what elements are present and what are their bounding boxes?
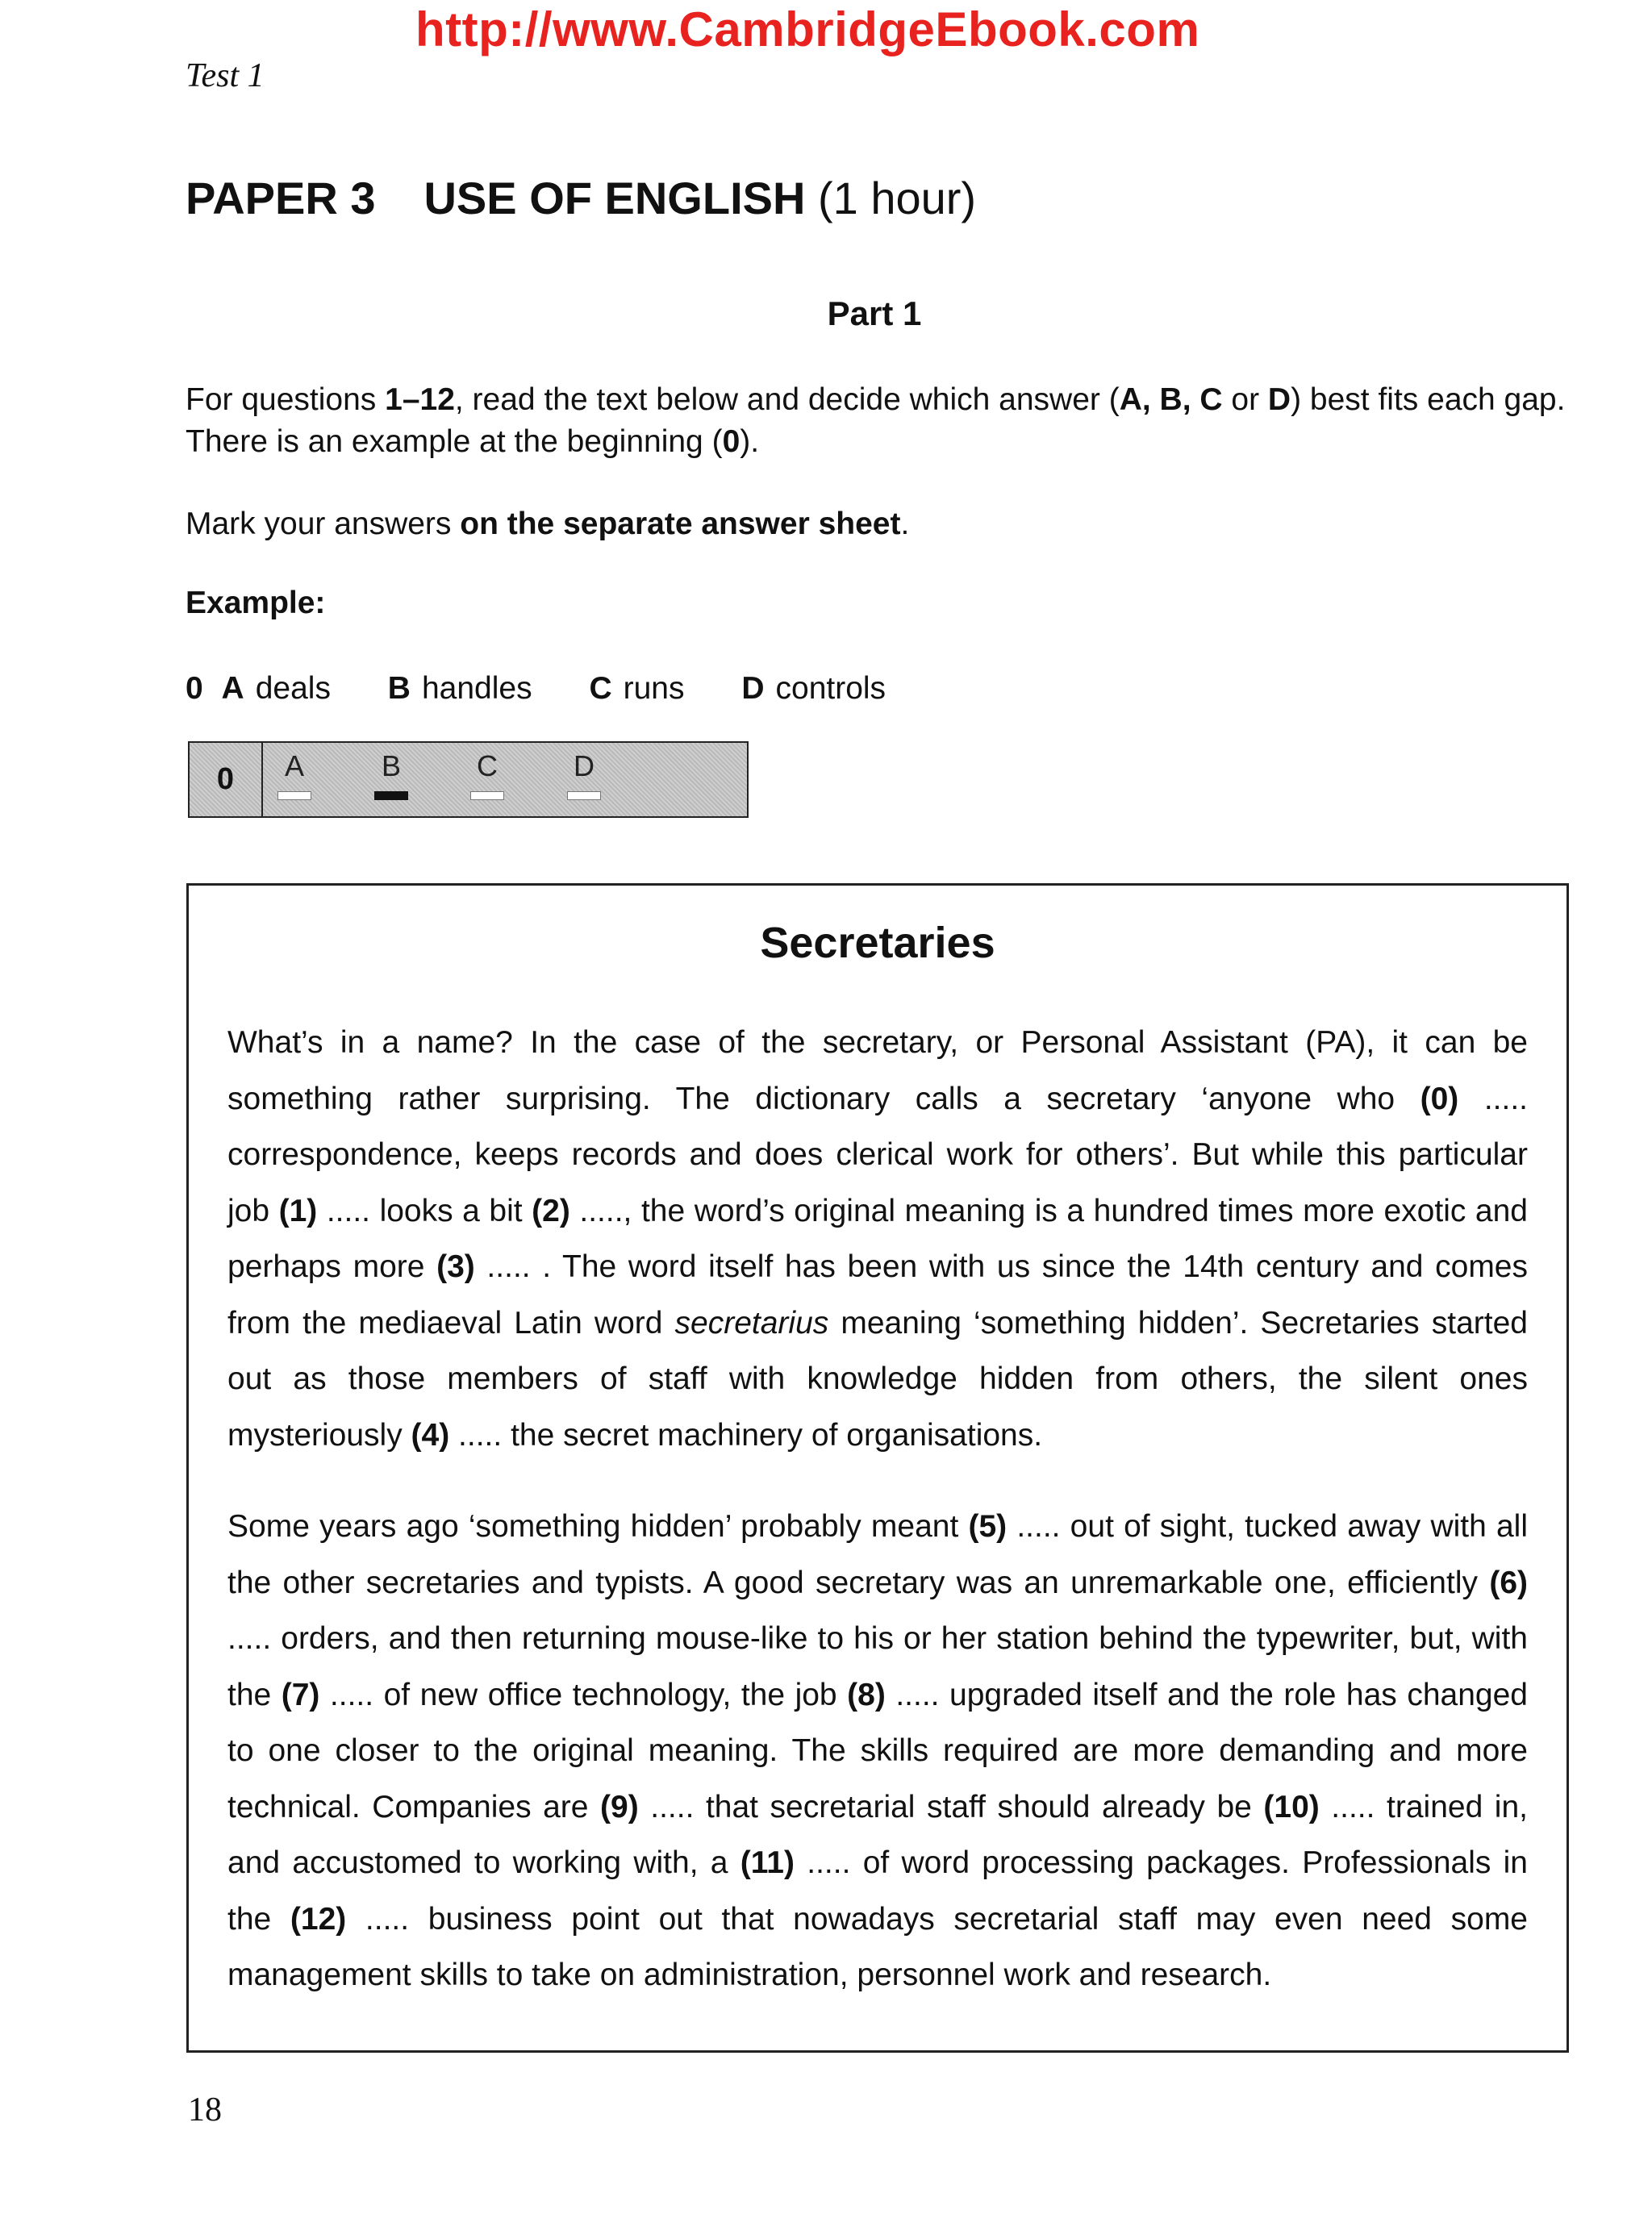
instr-letters: A, B, C <box>1119 382 1223 417</box>
gap-0: (0) <box>1420 1081 1459 1116</box>
passage-text: ..... business point out that nowadays secretarial staff may even need some management skills to take on administration, personnel work and research. <box>227 1901 1529 1992</box>
passage-text: ..... . The word itself has been with us since the 14th century and comes from the mediaeval Latin word <box>227 1249 1528 1341</box>
instr-range: 1–12 <box>385 382 455 417</box>
cell-letter: C <box>477 749 498 782</box>
example-option-d <box>741 671 886 707</box>
instr-text: ). <box>740 424 760 459</box>
example-answer-grid <box>188 741 749 818</box>
passage-text: ..... of word processing packages. Professionals in the <box>227 1845 1528 1937</box>
gap-10: (10) <box>1263 1789 1320 1824</box>
gap-6: (6) <box>1489 1565 1528 1600</box>
answer-mark-filled <box>374 791 408 800</box>
passage-text: What’s in a name? In the case of the secretary, or Personal Assistant (PA), it can be something rather surprising. The dictionary calls a secretary ‘anyone who <box>227 1025 1528 1116</box>
gap-3: (3) <box>436 1249 475 1284</box>
example-option-a <box>222 671 331 707</box>
passage-text: ..... the secret machinery of organisations. <box>449 1417 1043 1453</box>
gap-5: (5) <box>968 1509 1007 1544</box>
gap-12: (12) <box>290 1901 347 1937</box>
option-text: deals <box>255 671 331 706</box>
passage-text: ....., the word’s original meaning is a hundred times more exotic and perhaps more <box>227 1193 1528 1284</box>
cell-letter: B <box>381 749 401 782</box>
gap-8: (8) <box>847 1677 886 1712</box>
gap-1: (1) <box>278 1193 318 1228</box>
part-heading: Part 1 <box>827 294 922 332</box>
instr-text: For questions <box>186 382 386 417</box>
paper-duration: (1 hour) <box>817 173 977 223</box>
gap-7: (7) <box>281 1677 320 1712</box>
option-letter: D <box>741 671 765 706</box>
passage-text: ..... orders, and then returning mouse-like to his or her station behind the typewriter, but, with the <box>227 1621 1528 1712</box>
passage-title: Secretaries <box>760 919 995 967</box>
gap-11: (11) <box>740 1845 795 1880</box>
instr-text: ) best fits each gap. There is an example at the beginning ( <box>186 382 1566 459</box>
option-letter: C <box>589 671 612 706</box>
example-label: Example: <box>186 586 326 620</box>
answer-mark <box>277 791 311 800</box>
mark-answers-instruction <box>186 503 1573 545</box>
answer-mark <box>567 791 601 800</box>
option-text: handles <box>421 671 532 706</box>
instr-example-number: 0 <box>722 424 740 459</box>
answer-cell-d[interactable] <box>560 749 608 800</box>
example-options <box>186 671 886 707</box>
answer-cell-b[interactable] <box>367 749 415 800</box>
gap-4: (4) <box>411 1417 450 1453</box>
passage-text: ..... trained in, and accustomed to working with, a <box>227 1789 1528 1880</box>
page-number: 18 <box>188 2091 222 2129</box>
italic-word: secretarius <box>674 1305 829 1341</box>
cell-letter: D <box>574 749 594 782</box>
option-letter: B <box>387 671 411 706</box>
example-option-b <box>388 671 532 707</box>
paper-number: PAPER 3 <box>186 173 376 223</box>
option-text: controls <box>775 671 886 706</box>
answer-cell-c[interactable] <box>463 749 511 800</box>
instr-letter-d: D <box>1267 382 1291 417</box>
passage-paragraph-2 <box>227 1499 1528 2004</box>
cell-letter: A <box>284 749 304 782</box>
passage-text: meaning ‘something hidden’. Secretaries started out as those members of staff with knowledge hidden from others, the silent ones mysteriously <box>227 1305 1528 1453</box>
example-option-c <box>589 671 684 707</box>
option-letter: A <box>221 671 244 706</box>
passage-text: ..... looks a bit <box>317 1193 532 1228</box>
paper-title <box>186 172 976 224</box>
mark-text: Mark your answers <box>186 507 461 541</box>
gap-9: (9) <box>600 1789 639 1824</box>
passage-text: ..... upgraded itself and the role has changed to one closer to the original meaning. The skills required are more demanding and more technical. Companies are <box>227 1677 1528 1824</box>
instr-text: or <box>1222 382 1268 417</box>
gap-2: (2) <box>532 1193 570 1228</box>
option-text: runs <box>623 671 685 706</box>
answer-cell-a[interactable] <box>270 749 319 800</box>
site-url-watermark: http://www.CambridgeEbook.com <box>415 2 1200 56</box>
passage-text: ..... correspondence, keeps records and does clerical work for others’. But while this particular job <box>227 1081 1528 1228</box>
passage-text: Some years ago ‘something hidden’ probably meant <box>227 1509 969 1544</box>
passage-text: ..... out of sight, tucked away with all the other secretaries and typists. A good secretary was an unremarkable one, efficiently <box>227 1509 1529 1600</box>
instructions <box>186 379 1573 463</box>
mark-text: . <box>900 507 910 541</box>
instr-text: , read the text below and decide which answer ( <box>454 382 1120 417</box>
example-number: 0 <box>186 671 203 706</box>
answer-mark <box>470 791 504 800</box>
passage-box <box>186 883 1569 2053</box>
mark-emphasis: on the separate answer sheet <box>460 507 901 541</box>
answer-grid-number: 0 <box>190 743 263 816</box>
paper-name: USE OF ENGLISH <box>423 173 806 223</box>
passage-text: ..... that secretarial staff should already be <box>638 1789 1264 1824</box>
passage-text: ..... of new office technology, the job <box>319 1677 848 1712</box>
running-head: Test 1 <box>186 57 265 94</box>
passage-paragraph-1 <box>227 1015 1528 1463</box>
